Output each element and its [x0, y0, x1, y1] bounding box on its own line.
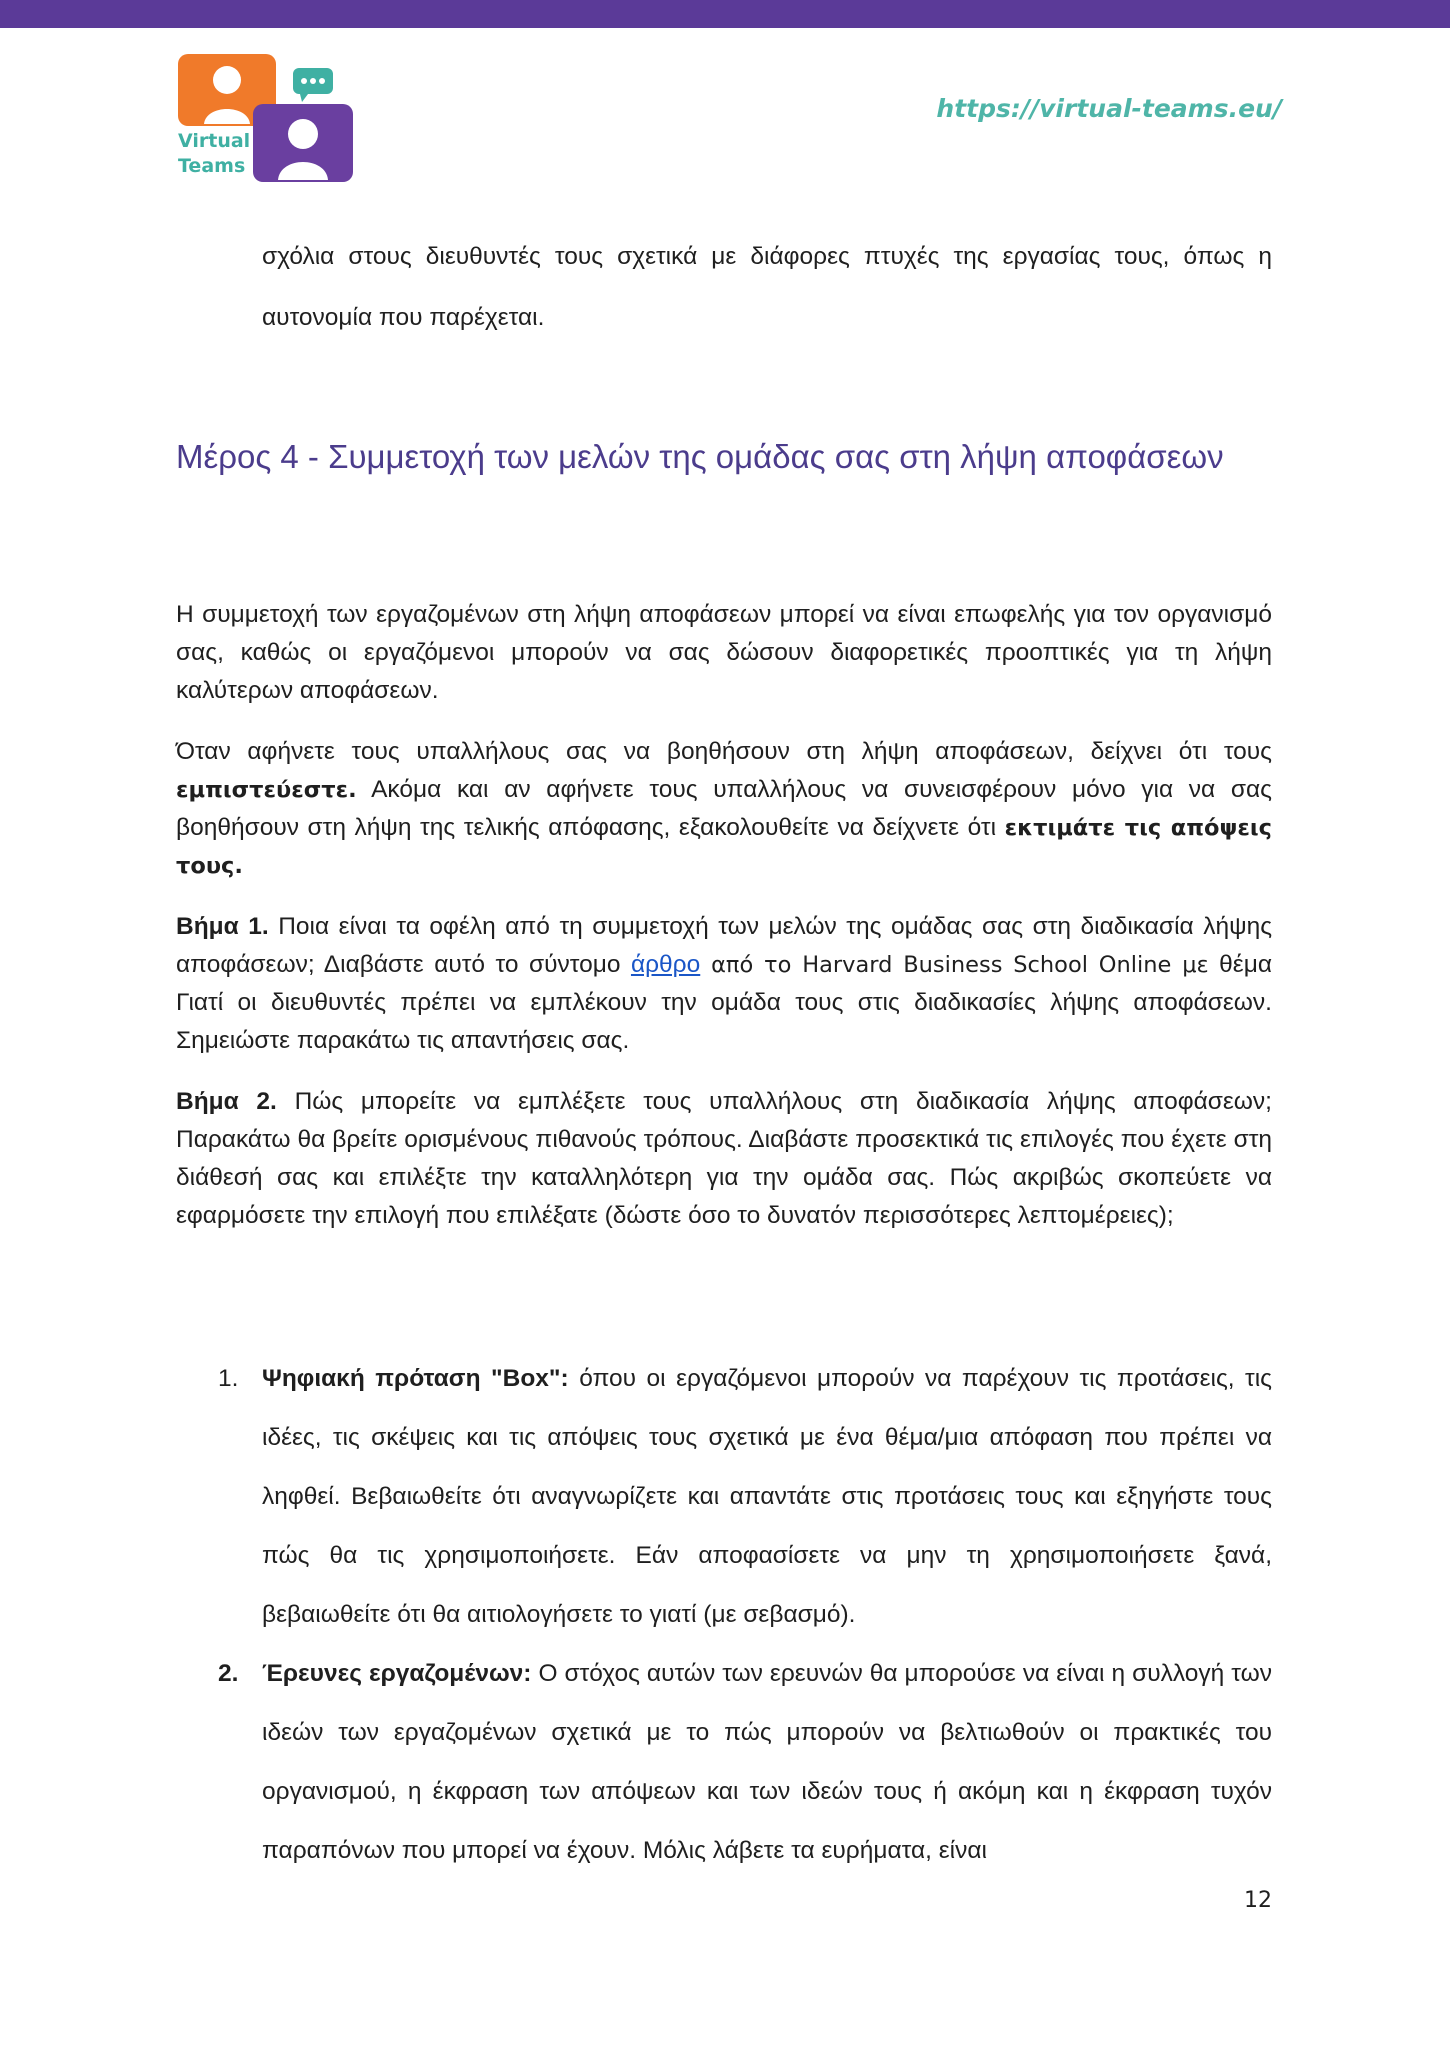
list-item-number: 2. — [218, 1660, 239, 1687]
step-1-text: Ποια είναι τα οφέλη από τη συμμετοχή των μελών της ομάδας σας στη διαδικασία λήψης αποφάσεων; Διαβάστε αυτό το σύντομο — [176, 913, 1273, 978]
virtual-teams-logo — [176, 54, 356, 184]
logo-text-virtual: Virtual — [178, 130, 251, 152]
step-2-text: Πώς μπορείτε να εμπλέξετε τους υπαλλήλους στη διαδικασία λήψης αποφάσεων; Παρακάτω θα βρείτε ορισμένους πιθανούς τρόπους. Διαβάστε προσεκτικά τις επιλογές που έχετε στη διάθεσή σας και επιλέξτε την καταλληλότερη για την ομάδα σας. Πώς ακριβώς σκοπεύετε να εφαρμόσετε την επιλογή που επιλέξατε (δώστε όσο το δυνατόν περισσότερες λεπτομέρειες); — [176, 1088, 1272, 1229]
options-list — [176, 1349, 1272, 1880]
list-item-text: όπου οι εργαζόμενοι μπορούν να παρέχουν τις προτάσεις, τις ιδέες, τις σκέψεις και τις απόψεις τους σχετικά με ένα θέμα/μια απόφαση που πρέπει να ληφθεί. Βεβαιωθείτε ότι αναγνωρίζετε και απαντάτε στις προτάσεις τους και εξηγήστε τους πώς θα τις χρησιμοποιήσετε. Εάν αποφασίσετε να μην τη χρησιμοποιήσετε ξανά, βεβαιωθείτε ότι θα αιτιολογήσετε το γιατί (με σεβασμό). — [262, 1365, 1272, 1628]
section-heading: Μέρος 4 - Συμμετοχή των μελών της ομάδας σας στη λήψη αποφάσεων — [176, 438, 1224, 475]
step-2-label: Βήμα 2. — [176, 1088, 277, 1115]
step-2-paragraph — [176, 1083, 1272, 1235]
logo-text-teams: Teams — [178, 155, 246, 177]
site-url[interactable]: https://virtual-teams.eu/ — [936, 94, 1282, 123]
list-item — [176, 1644, 1272, 1880]
paragraph-trust-bold1: εμπιστεύεστε. — [176, 777, 357, 803]
page-number: 12 — [1244, 1888, 1272, 1913]
list-item-number: 1. — [218, 1365, 239, 1392]
paragraph-trust-bold2: εκτιμάτε τις απόψεις τους. — [176, 815, 1272, 879]
paragraph-trust-text2: Ακόμα και αν αφήνετε τους υπαλλήλους να συνεισφέρουν μόνο για να σας βοηθήσουν στη λήψη της τελικής απόφασης, εξακολουθείτε να δείχνετε ότι — [176, 776, 1272, 841]
paragraph-participation: Η συμμετοχή των εργαζομένων στη λήψη αποφάσεων μπορεί να είναι επωφελής για τον οργανισμό σας, καθώς οι εργαζόμενοι μπορούν να σας δώσουν διαφορετικές προοπτικές για τη λήψη καλύτερων αποφάσεων. — [176, 601, 1272, 704]
step-1-paragraph — [176, 908, 1272, 1060]
step-1-text-end: θέμα Γιατί οι διευθυντές πρέπει να εμπλέκουν την ομάδα τους στις διαδικασίες λήψης αποφάσεων. Σημειώστε παρακάτω τις απαντήσεις σας. — [176, 951, 1273, 1054]
list-item-text: Ο στόχος αυτών των ερευνών θα μπορούσε να είναι η συλλογή των ιδεών των εργαζομένων σχετικά με το πώς μπορούν να βελτιωθούν οι πρακτικές του οργανισμού, η έκφραση των απόψεων και των ιδεών τους ή ακόμη και η έκφραση τυχόν παραπόνων που μπορεί να έχουν. Μόλις λάβετε τα ευρήματα, είναι — [262, 1660, 1272, 1864]
list-item-title: Έρευνες εργαζομένων: — [262, 1660, 532, 1687]
continuation-paragraph: σχόλια στους διευθυντές τους σχετικά με διάφορες πτυχές της εργασίας τους, όπως η αυτονομία που παρέχεται. — [262, 243, 1272, 331]
list-item — [176, 1349, 1272, 1644]
step-1-label: Βήμα 1. — [176, 913, 269, 940]
list-item-title: Ψηφιακή πρόταση "Box": — [262, 1365, 569, 1392]
top-bar — [0, 0, 1450, 28]
step-1-source: από το Harvard Business School Online με — [700, 952, 1209, 978]
paragraph-trust-text1: Όταν αφήνετε τους υπαλλήλους σας να βοηθήσουν στη λήψη αποφάσεων, δείχνει ότι τους — [176, 738, 1272, 765]
paragraph-trust — [176, 733, 1272, 885]
article-link[interactable]: άρθρο — [630, 951, 701, 978]
